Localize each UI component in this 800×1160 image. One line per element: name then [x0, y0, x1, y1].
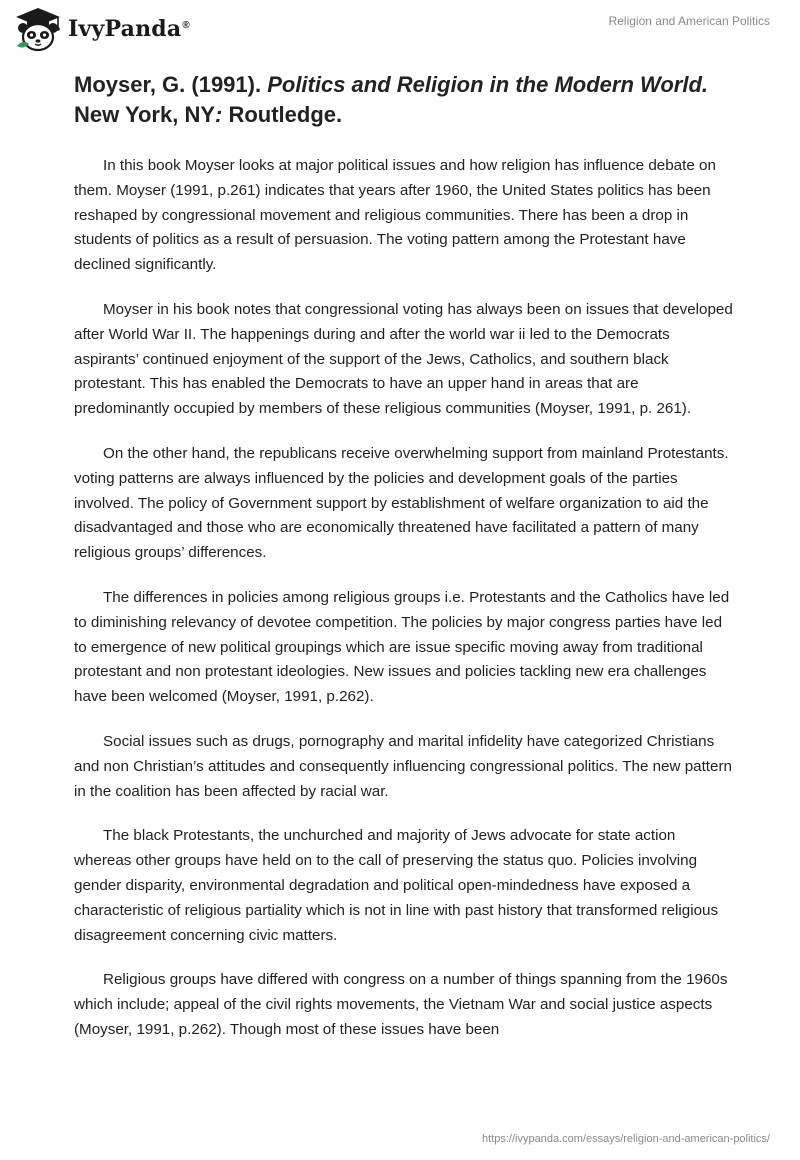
paragraph: Religious groups have differed with congress on a number of things spanning from the 1960s which include; appeal of the civil rights movements, the Vietnam War and social justice aspects (Moyser, 1991, p.262). Though most of these issues have been [74, 971, 728, 1038]
citation-author-year: Moyser, G. (1991). [74, 72, 268, 97]
document-body [74, 70, 734, 1063]
panda-graduate-icon [14, 6, 62, 52]
paragraph: The black Protestants, the unchurched and majority of Jews advocate for state action whereas other groups have held on to the call of preserving the status quo. Policies involving gender disparity, environmental degradation and political open-mindedness have exposed a characteristic of religious partiality which is not in line with past history that transformed religious disagreement concerning civic matters. [74, 827, 719, 944]
paragraph: The differences in policies among religious groups i.e. Protestants and the Catholics have led to diminishing relevancy of devotee competition. The policies by major congress parties have led to emergence of new political groupings which are issue specific moving away from traditional protestant and non protestant ideologies. New issues and policies tackling new era challenges have been welcomed (Moyser, 1991, p.262). [74, 588, 730, 706]
logo-name: IvyPanda [68, 16, 182, 42]
citation-book-title: Politics and Religion in the Modern World. [267, 72, 709, 97]
logo-wordmark [68, 16, 190, 42]
paragraph: Moyser in his book notes that congressional voting has always been on issues that developed after World War II. The happenings during and after the world war ii led to the Democrats aspirants’ continued enjoyment of the support of the Jews, Catholics, and southern black protestant. This has enabled the Democrats to have an upper hand in areas that are predominantly occupied by members of these religious communities (Moyser, 1991, p. 261). [74, 300, 733, 418]
paragraph: Social issues such as drugs, pornography and marital infidelity have categorized Christians and non Christian’s attitudes and consequently influencing congressional politics. The new pattern in the coalition has been affected by racial war. [74, 732, 732, 800]
page-header [0, 0, 800, 60]
reference-citation [74, 70, 734, 130]
running-title: Religion and American Politics [608, 14, 770, 28]
citation-colon: : [215, 102, 223, 127]
ivypanda-logo[interactable] [14, 6, 190, 52]
logo-registered-mark: ® [182, 19, 190, 31]
source-url[interactable]: https://ivypanda.com/essays/religion-and-american-politics/ [482, 1133, 770, 1145]
paragraph: In this book Moyser looks at major political issues and how religion has influence debate on them. Moyser (1991, p.261) indicates that years after 1960, the United States politics has been reshaped by congressional movement and religious communities. There has been a drop in students of politics as a result of persuasion. The voting pattern among the Protestant have declined significantly. [74, 157, 716, 274]
citation-place: New York, NY [74, 102, 216, 127]
citation-publisher: Routledge. [222, 102, 343, 127]
paragraph: On the other hand, the republicans receive overwhelming support from mainland Protestants. voting patterns are always influenced by the policies and development goals of the parties involved. The policy of Government support by establishment of welfare organization to aid the disadvantaged and those who are economically threatened have facilitated a pattern of many religious groups’ differences. [74, 444, 729, 562]
